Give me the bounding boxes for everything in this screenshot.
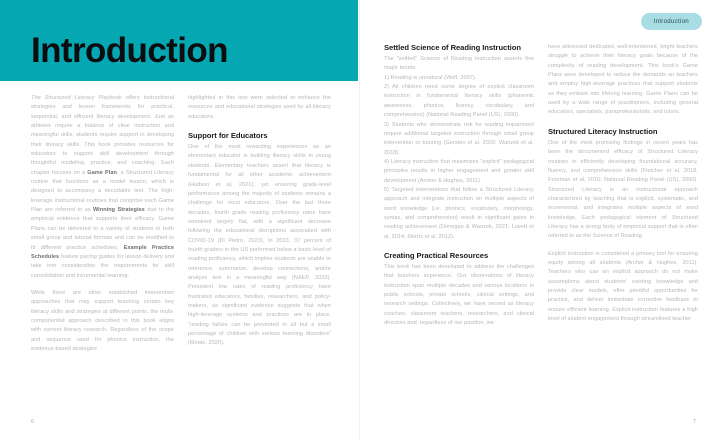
right-column-1 xyxy=(384,43,534,336)
paragraph: Explicit instruction is considered a primary tool for ensuring equity among all students (Archer & Hughes, 2011). Teachers who use an explicit approach do not make assumptions about students’ existing knowledge and provide clear models, offer plentiful opportunities for practice, and deliver immediate corrective feedback to ensure efficient learning. Explicit instruction features a high level of student engagement through streamlined teacher xyxy=(548,250,698,323)
paragraph: 2) All children need some degree of explicit classroom instruction in fundamental literacy skills (phonemic awareness, phonics, fluency, vocabulary, and comprehension) (National Reading Panel (US), 2000). xyxy=(384,84,534,119)
paragraph: One of the most rewarding experiences as an elementary educator is building literacy skills in young students. Elementary teachers assert that literacy is fundamental for all other academic achievement (Hudson et al, 2021), yet ensuring grade-level performance among the majority of students remains a challenge for most educators. Over the last three decades, fourth grade reading proficiency rates have remained largely flat, with a significant decrease following the educational disruptions associated with COVID-19 (Di Pietro, 2023). In 2023, 37 percent of fourth graders in the US performed below a basic level of reading proficiency, which implies students are unable to reference, summarize, develop connections, and/or analyze text in a meaningful way (NAEP, 2023). Persistent low rates of reading proficiency have frustrated educators, families, researchers, and policy-makers, as significant evidence suggests that when high-leverage systems and practices are in place, “reading failure can be prevented in all but a small percentage of children with serious learning disorders” (Moats, 2020). xyxy=(188,144,331,347)
folio-left: 6 xyxy=(31,419,35,425)
paragraph: 1) Reading is unnatural (Wolf, 2007). xyxy=(384,74,477,81)
right-page xyxy=(360,0,720,439)
section-heading-structured-literacy-instruction: Structured Literacy Instruction xyxy=(548,126,658,136)
left-column-2 xyxy=(188,94,331,362)
page-title: Introduction xyxy=(31,31,228,70)
paragraph: The Structured Literacy Playbook offers instructional strategies and lesson frameworks for practical, sequential, and efficient literacy development. Just as athletes require a balance of clear instruction and meaningful drills, students require support in developing their literacy skills. This book provides resources for educators to support skill development through thoughtful modeling, practice, and coaching. Each chapter focuses on a Game Plan, a Structured Literacy routine that functions as a model lesson, which is designed to accompany a decodable text. The high-leverage instructional routines that comprise each Game Plan are referred to as Winning Strategies due to the empirical evidence that supports their efficacy. Game Plans can be delivered to a variety of students in both small group and tutorial formats and can be modified to fit different practice schedules. Example Practice Schedules feature pacing guides for lesson delivery and take into consideration the requirements for skill consolidation and incremental learning. xyxy=(31,95,175,279)
paragraph: 5) Targeted interventions that follow a Structured Literacy approach and integrate instruction on multiple aspects of word knowledge (i.e. phonics, vocabulary, morphology, syntax, and comprehension) result in significant gains in reading achievement (Donegan & Wanzek, 2021; Lovett et al, 2014; Morris et al, 2012). xyxy=(384,186,534,240)
chapter-title-band xyxy=(0,0,358,81)
paragraph: While there are other established intervention approaches that may support teaching certain key literacy skills and strategies at different points, the multi-componential approach described in this book aligns with current literacy research. Regardless of the scope and sequence used for phonics instruction, the evidence-based strategies xyxy=(31,289,174,352)
right-column-2 xyxy=(548,43,698,336)
folio-right: 7 xyxy=(692,419,696,425)
running-head-chip: Introduction xyxy=(641,13,702,30)
paragraph: 3) Students who demonstrate risk for reading impairment require additional targeted instruction through small group intervention or tutoring (Gersten et al, 2020; Wanzek et al, 2018). xyxy=(384,121,534,156)
section-heading-support-for-educators: Support for Educators xyxy=(188,131,268,141)
section-heading-creating-practical-resources: Creating Practical Resources xyxy=(384,250,489,260)
paragraph: 4) Literacy instruction that maximizes “explicit” pedagogical principles results in higher engagement and greater skill development (Archer & Hughes, 2011). xyxy=(384,158,534,184)
left-page-columns xyxy=(31,94,331,362)
right-page-columns xyxy=(384,43,699,336)
section-heading-settled-science: Settled Science of Reading Instruction xyxy=(384,43,521,52)
paragraph: The “settled” Science of Reading instruction asserts five major tenets: xyxy=(384,56,534,72)
paragraph: have witnessed dedicated, well-intentioned, bright teachers struggle to achieve their literacy goals because of the complexity of reading development. This book’s Game Plans were developed to reduce the demands on teachers and employ high-leverage practices that support students as they embark into lifelong learning. Game Plans can be used by a wide range of practitioners, including general educators, specialists, paraprofessionals, and tutors. xyxy=(548,44,698,116)
paragraph: One of the most promising findings in recent years has been the documented efficacy of Structured Literacy routines in efficiently developing foundational accuracy, fluency, and comprehension skills (Fletcher et al, 2018; Foorman et al, 2016; National Reading Panel (US), 2000). Structured Literacy is an instructional approach characterized by teaching that is explicit, systematic, and incremental, and integrates multiple aspects of word knowledge. Each pedagogical element of Structured Literacy has a strong body of empirical support that is often referred to as the Science of Reading. xyxy=(548,139,698,240)
paragraph: highlighted in this text were selected to enhance the resources and educational strategies used by all literacy educators. xyxy=(188,95,331,120)
left-column-1 xyxy=(31,94,174,362)
paragraph: This book has been developed to address the challenges that teachers experience. Our observations of literacy instruction span multiple decades and various locations in public schools, private schools, clinical settings, and research settings. Collectively, we have served as literacy coaches, classroom teachers, researchers, and clinical directors and, regardless of our position, we xyxy=(384,264,534,327)
